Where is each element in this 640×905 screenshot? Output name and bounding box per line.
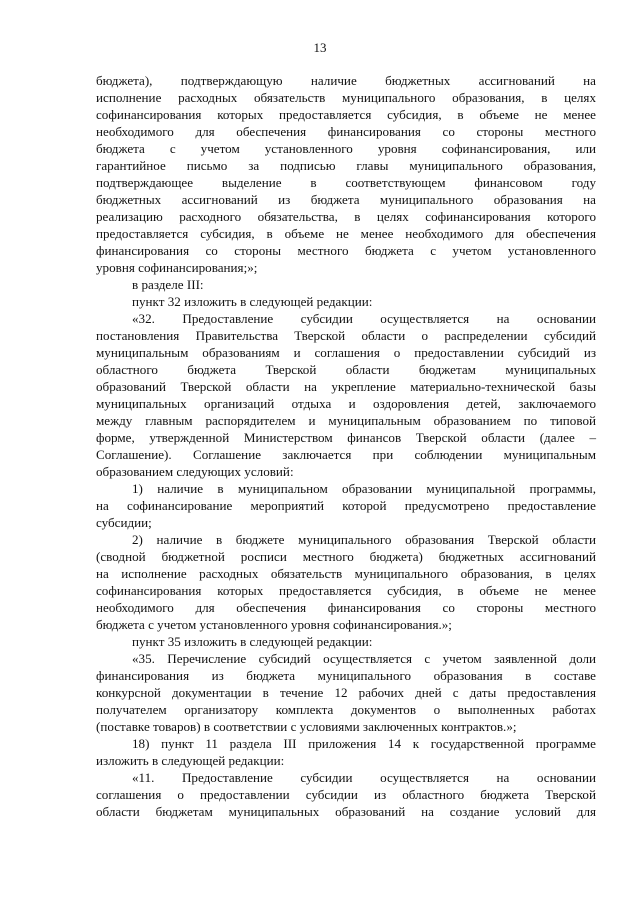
text-line: уровня софинансирования;»;: [96, 260, 258, 275]
text-line: бюджета), подтверждающую наличие бюджетных ассигнований на: [96, 73, 596, 88]
text-line: пункт 35 изложить в следующей редакции:: [132, 634, 373, 649]
text-line: (сводной бюджетной росписи местного бюджета) бюджетных ассигнований: [96, 549, 596, 564]
text-line: 1) наличие в муниципальном образовании муниципальной программы,: [132, 481, 596, 496]
text-line: «32. Предоставление субсидии осуществляется на основании: [132, 311, 596, 326]
text-line: Соглашение). Соглашение заключается при соблюдении муниципальным: [96, 447, 596, 462]
text-line: областного бюджета Тверской области бюджетам муниципальных: [96, 362, 596, 377]
text-line: на исполнение расходных обязательств муниципального образования, в целях: [96, 566, 596, 581]
text-line: бюджетных ассигнований из бюджета муниципального образования на: [96, 192, 596, 207]
text-line: изложить в следующей редакции:: [96, 753, 285, 768]
text-line: образованием следующих условий:: [96, 464, 294, 479]
text-line: «11. Предоставление субсидии осуществляется на основании: [132, 770, 596, 785]
text-line: в разделе III:: [132, 277, 204, 292]
text-line: образований Тверской области на укрепление материально-технической базы: [96, 379, 596, 394]
text-line: 18) пункт 11 раздела III приложения 14 к государственной программе: [132, 736, 596, 751]
text-line: постановления Правительства Тверской области о распределении субсидий: [96, 328, 596, 343]
text-line: области бюджетам муниципальных образований на создание условий для: [96, 804, 596, 819]
text-line: финансирования со стороны местного бюджета с учетом установленного: [96, 243, 596, 258]
text-line: подтверждающее выделение в соответствующем финансовом году: [96, 175, 596, 190]
text-line: субсидии;: [96, 515, 152, 530]
text-line: необходимого для обеспечения финансирования со стороны местного: [96, 124, 596, 139]
text-line: получателем организатору комплекта документов о выполненных работах: [96, 702, 596, 717]
text-line: бюджета с учетом установленного уровня софинансирования.»;: [96, 617, 452, 632]
text-line: между главным распорядителем и муниципальным образованием по типовой: [96, 413, 596, 428]
text-line: необходимого для обеспечения финансирования со стороны местного: [96, 600, 596, 615]
text-line: софинансирования которых предоставляется субсидия, в объеме не менее: [96, 107, 596, 122]
text-line: пункт 32 изложить в следующей редакции:: [132, 294, 373, 309]
text-line: 2) наличие в бюджете муниципального образования Тверской области: [132, 532, 596, 547]
text-line: (поставке товаров) в соответствии с условиями заключенных контрактов.»;: [96, 719, 517, 734]
body-text: [96, 72, 596, 820]
text-line: конкурсной документации в течение 12 рабочих дней с даты предоставления: [96, 685, 596, 700]
text-line: на софинансирование мероприятий которой предусмотрено предоставление: [96, 498, 596, 513]
text-line: реализацию расходного обязательства, в целях софинансирования которого: [96, 209, 596, 224]
text-line: исполнение расходных обязательств муниципального образования, в целях: [96, 90, 596, 105]
text-line: бюджета с учетом установленного уровня софинансирования, или: [96, 141, 596, 156]
text-line: форме, утвержденной Министерством финансов Тверской области (далее –: [96, 430, 596, 445]
page-number: 13: [313, 40, 327, 55]
text-line: гарантийное письмо за подписью главы муниципального образования,: [96, 158, 596, 173]
text-line: соглашения о предоставлении субсидии из областного бюджета Тверской: [96, 787, 596, 802]
text-line: софинансирования которых предоставляется субсидия, в объеме не менее: [96, 583, 596, 598]
text-line: муниципальных организаций отдыха и оздоровления детей, заключаемого: [96, 396, 596, 411]
text-line: муниципальным образованиям и соглашения о предоставлении субсидий из: [96, 345, 596, 360]
text-line: предоставляется субсидия, в объеме не менее необходимого для обеспечения: [96, 226, 596, 241]
text-line: финансирования из бюджета муниципального образования в составе: [96, 668, 596, 683]
text-line: «35. Перечисление субсидий осуществляется с учетом заявленной доли: [132, 651, 596, 666]
